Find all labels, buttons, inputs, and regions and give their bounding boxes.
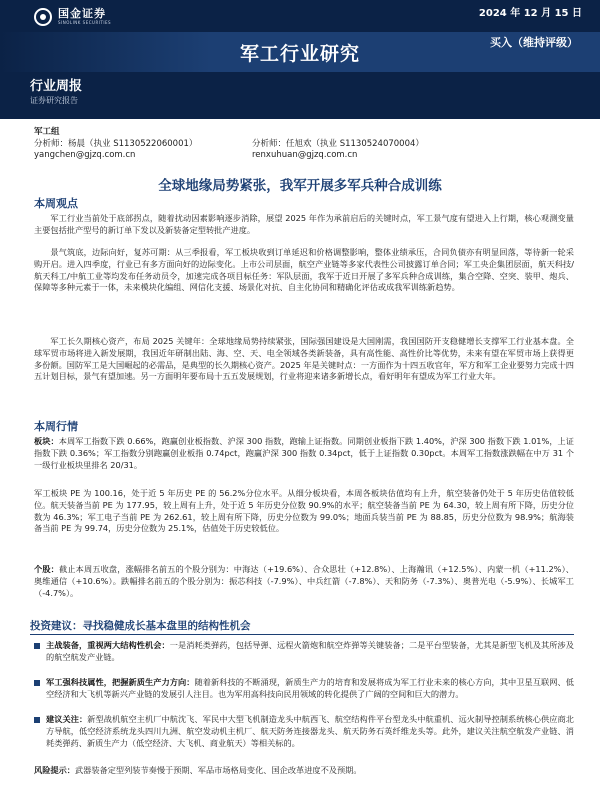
market-paragraph-3-lead: 个股： [34, 564, 59, 574]
analyst-block [34, 127, 574, 162]
view-paragraph-2: 景气筑底，边际向好，复苏可期：从三季报看，军工板块收到订单延迟和价格调整影响，整体业绩承压，合同负债亦有明显回落，等待新一轮采购开启。进入四季度，行业已有多方面向好的边际变化。上市公司层面，航空产业链等多家代表性公司披露订单合同；军工央企集团层面，航天科技/航天科工/中航工业等均发布任务动员令，加速完成各项目标任务：军队层面，我军于近日开展了多军兵种合成训练，集合空降、空突、装甲、炮兵、保障等多种元素于一体，未来模块化编组、网信化支援、场景化对抗、自主化协同和精确化评估或成我军训练新趋势。 [34, 247, 574, 293]
brand-name-en: SINOLINK SECURITIES [58, 20, 112, 25]
brand-logo [34, 6, 111, 28]
analyst-1-email[interactable]: yangchen@gjzq.com.cn [34, 150, 136, 160]
analyst-2: 分析师：任旭欢（执业 S1130524070004） [252, 138, 424, 149]
section-title-view: 本周观点 [34, 197, 78, 210]
risk-lead: 风险提示： [34, 765, 75, 775]
invest-bullet-3-lead: 建议关注： [46, 714, 88, 724]
analyst-2-email[interactable]: renxuhuan@gjzq.com.cn [252, 150, 358, 160]
invest-bullet-1 [34, 640, 574, 664]
invest-bullet-1-lead: 主战装备，重视两大结构性机会： [46, 640, 170, 650]
market-paragraph-3 [34, 564, 574, 599]
section-title-market: 本周行情 [34, 420, 78, 433]
bullet-square-icon [34, 643, 40, 649]
report-series: 证券研究报告 [30, 96, 78, 105]
analyst-1: 分析师：杨晨（执业 S1130522060001） [34, 138, 198, 149]
report-type: 行业周报 [30, 79, 83, 94]
market-paragraph-1-text: 本周军工指数下跌 0.66%，跑赢创业板指数、沪深 300 指数，跑输上证指数。同期创业板指下跌 1.40%，沪深 300 指数下跌 1.01%，上证指数下跌 0.36%；军工指数分别跑赢创业板指 0.74pct，跑赢沪深 300 指数 0.34pct，低于上证指数 0.30pct。本周军工指数涨跌幅在中万 31 个一级行业板块里排名 20/31。 [34, 436, 574, 470]
section-title-invest: 投资建议：寻找稳健成长基本盘里的结构性机会 [30, 619, 251, 632]
invest-bullet-3 [34, 714, 574, 749]
brand-name-cn: 国金证券 [58, 7, 106, 20]
invest-bullet-3-text: 新型战机航空主机厂中航沈飞、军民中大型飞机制造龙头中航西飞、航空结构件平台型龙头中航重机、远火制导控制系统核心供应商北方导航，低空经济系统龙头四川九洲、航空发动机主机厂、航天防务连接器龙头、航天防务石英纤维龙头等。此外，建议关注航空航发产业链、消耗类弹药、新质生产力（低空经济、大飞机、商业航天）等相关标的。 [46, 714, 574, 748]
market-paragraph-3-text: 截止本周五收盘，涨幅排名前五的个股分别为：中海达（+19.6%）、合众思壮（+12.8%）、上海瀚讯（+12.5%）、内蒙一机（+11.2%）、奥维通信（+10.6%）。跌幅排名前五的个股分别为：振芯科技（-7.9%）、中兵红箭（-7.8%）、天和防务（-7.3%）、奥普光电（-5.9%）、长城军工（-4.7%）。 [34, 564, 574, 598]
market-paragraph-2: 军工板块 PE 为 100.16，处于近 5 年历史 PE 的 56.2%分位水平。从细分板块看，本周各板块估值均有上升，航空装备仍处于 5 年历史估值较低位。航天装备当前 PE 为 177.95，较上周有上升，处于近 5 年历史分位数 90.9%的水平；航空装备当前 PE 为 64.30，较上周有所下降，历史分位数为 46.3%；军工电子当前 PE 为 262.61，较上周有所下降，历史分位数为 99.0%；地面兵装当前 PE 为 88.85，历史分位数为 98.9%；航海装备当前 PE 为 99.74，历史分位数为 25.1%，估值处于历史较低位。 [34, 488, 574, 534]
team-name: 军工组 [34, 127, 60, 137]
invest-divider [30, 634, 574, 635]
market-paragraph-1-lead: 板块： [34, 436, 59, 446]
invest-section-header [30, 617, 574, 633]
view-paragraph-1: 军工行业当前处于底部拐点，随着扰动因素影响逐步消除，展望 2025 年作为承前启后的关键时点，军工景气度有望进入上行期，核心观测变量主要包括批产型号的新订单下发以及新装备定型转批产进度。 [34, 213, 574, 235]
view-paragraph-3: 军工长久期核心资产，布局 2025 关键年：全球地缘局势持续紧张，国际强国建设是大国刚需，我国国防开支稳健增长支撑军工行业基本盘。全球军贸市场将进入新发展期，我国近年研制出陆、海、空、天、电全领域各类新装备，具有高性能、高性价比等优势，未来有望在军贸市场上获得更多份额。国防军工是大国崛起的必需品，是典型的长久期核心资产。2025 年是关键时点：一方面作为十四五收官年，军方和军工企业要努力完成十四五计划目标，景气有望加速。另一方面明年要布局十五五发展规划，行业将迎来诸多新增长点，看好明年有望成为军工行业大年。 [34, 336, 574, 382]
report-header [0, 0, 600, 119]
market-paragraph-1 [34, 436, 574, 471]
invest-bullet-2-lead: 军工强科技属性，把握新质生产力方向： [46, 677, 195, 687]
bullet-square-icon [34, 680, 40, 686]
brand-logo-icon [34, 8, 52, 26]
report-title: 军工行业研究 [239, 43, 360, 65]
report-headline: 全球地缘局势紧张，我军开展多军兵种合成训练 [158, 178, 442, 194]
report-date: 2024 年 12 月 15 日 [478, 8, 582, 19]
risk-text: 武器装备定型列装节奏慢于预期、军品市场格局变化、国企改革进度不及预期。 [74, 765, 362, 775]
invest-bullet-2 [34, 677, 574, 701]
rating-badge: 买入（维持评级） [490, 36, 578, 49]
risk-warning [34, 765, 574, 777]
invest-bullet-1-text: 一是消耗类弹药，包括导弹、远程火箭炮和航空炸弹等关键装备；二是平台型装备，尤其是新型飞机及其所涉及的航空航发产业链。 [46, 640, 574, 662]
bullet-square-icon [34, 717, 40, 723]
invest-bullet-2-text: 随着新科技的不断涌现，新质生产力的培育和发展将成为军工行业未来的核心方向，其中卫星互联网、低空经济和大飞机等新兴产业链的发展引人注目。也为军用高科技向民用领域的转化提供了广阔的空间和巨大的潜力。 [46, 677, 574, 699]
